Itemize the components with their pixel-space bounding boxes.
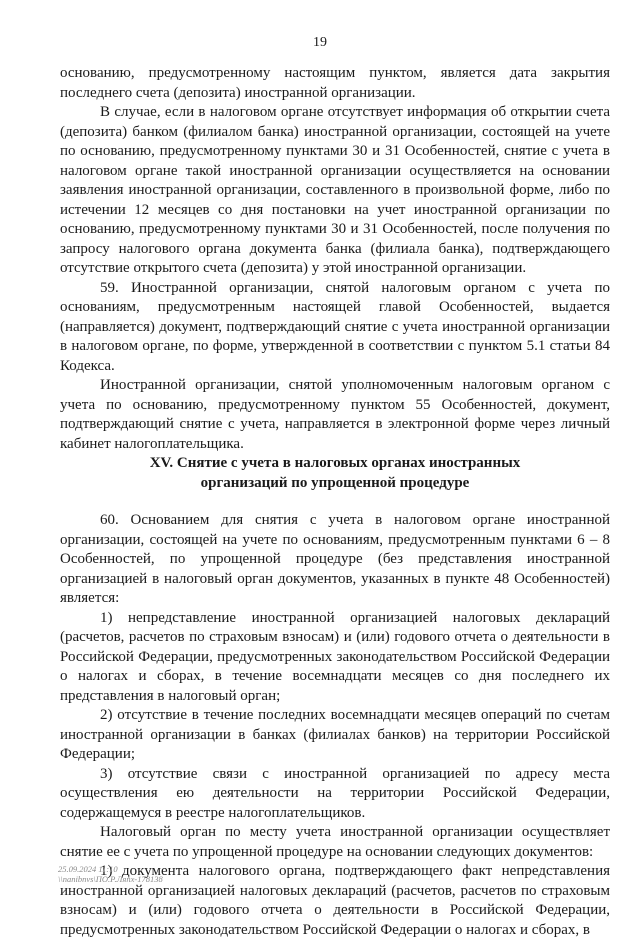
page-content: [60, 64, 610, 940]
list-item-2: 2) отсутствие в течение последних восемнадцати месяцев операций по счетам иностранной организации в банках (филиалах банков) на территории Российской Федерации;: [60, 707, 610, 762]
paragraph-60: 60. Основанием для снятия с учета в налоговом органе иностранной организации, состоящей на учете по основаниям, предусмотренным пунктами 6 – 8 Особенностей, по упрощенной процедуре (без представления иностранной организацией в налоговый орган документов, указанных в пункте 48 Особенностей) является:: [60, 512, 610, 606]
paragraph-no-account-info: В случае, если в налоговом органе отсутствует информация об открытии счета (депозита) банком (филиалом банка) иностранной организации, состоящей на учете по основанию, предусмотренному пунктами 30 и 31 Особенностей, снятие с учета в налоговом органе такой иностранной организации осуществляется на основании заявления иностранной организации, составленного в произвольной форме, либо по истечении 12 месяцев со дня постановки на учет иностранной организации по основанию, предусмотренному пунктами 30 и 31 Особенностей, после получения по запросу налогового органа документа банка (филиала банка), подтверждающего отсутствие открытого счета (депозита) у этой иностранной организации.: [60, 104, 610, 276]
paragraph-continuation: основанию, предусмотренному настоящим пунктом, является дата закрытия последнего счета (депозита) иностранной организации.: [60, 65, 610, 101]
section-heading: [60, 454, 610, 493]
list-item-3: 3) отсутствие связи с иностранной организацией по адресу места осуществления ею деятельности на территории Российской Федерации, содержащемуся в реестре налогоплательщиков.: [60, 765, 610, 821]
document-footer-stamp: [58, 864, 163, 884]
footer-file-path: \\nanibnvs\ПО.Р.Ляпх-178138: [58, 874, 163, 884]
paragraph-documents-basis: Налоговый орган по месту учета иностранной организации осуществляет снятие ее с учета по упрощенной процедуре на основании следующих документов:: [60, 824, 610, 860]
paragraph-59: 59. Иностранной организации, снятой налоговым органом с учета по основаниям, предусмотренным настоящей главой Особенностей, выдается (направляется) документ, подтверждающий снятие с учета иностранной организации в налоговом органе, по форме, утвержденной в соответствии с пунктом 5.1 статьи 84 Кодекса.: [60, 279, 610, 374]
page-number: 19: [313, 35, 327, 50]
section-heading-line-1: XV. Снятие с учета в налоговых органах иностранных: [149, 455, 521, 471]
footer-timestamp: 25.09.2024 11:10: [58, 864, 118, 874]
section-heading-line-2: организаций по упрощенной процедуре: [200, 474, 470, 491]
list-item-1: 1) непредставление иностранной организацией налоговых деклараций (расчетов, расчетов по страховым взносам) и (или) годового отчета о деятельности в Российской Федерации, предусмотренных законодательством Российской Федерации о налогах и сборах, в течение восемнадцати месяцев со дня последнего их представления в налоговый орган;: [60, 609, 610, 704]
documents-list-item-1: 1) документа налогового органа, подтверждающего факт непредставления иностранной организацией налоговых деклараций (расчетов, расчетов по страховым взносам) и (или) годового отчета о деятельности в Российской Федерации, предусмотренных законодательством Российской Федерации о налогах и сборах, в: [60, 863, 610, 938]
paragraph-authorized-body: Иностранной организации, снятой уполномоченным налоговым органом с учета по основанию, предусмотренному пунктом 55 Особенностей, документ, подтверждающий снятие с учета, направляется в электронной форме через личный кабинет налогоплательщика.: [60, 377, 610, 452]
